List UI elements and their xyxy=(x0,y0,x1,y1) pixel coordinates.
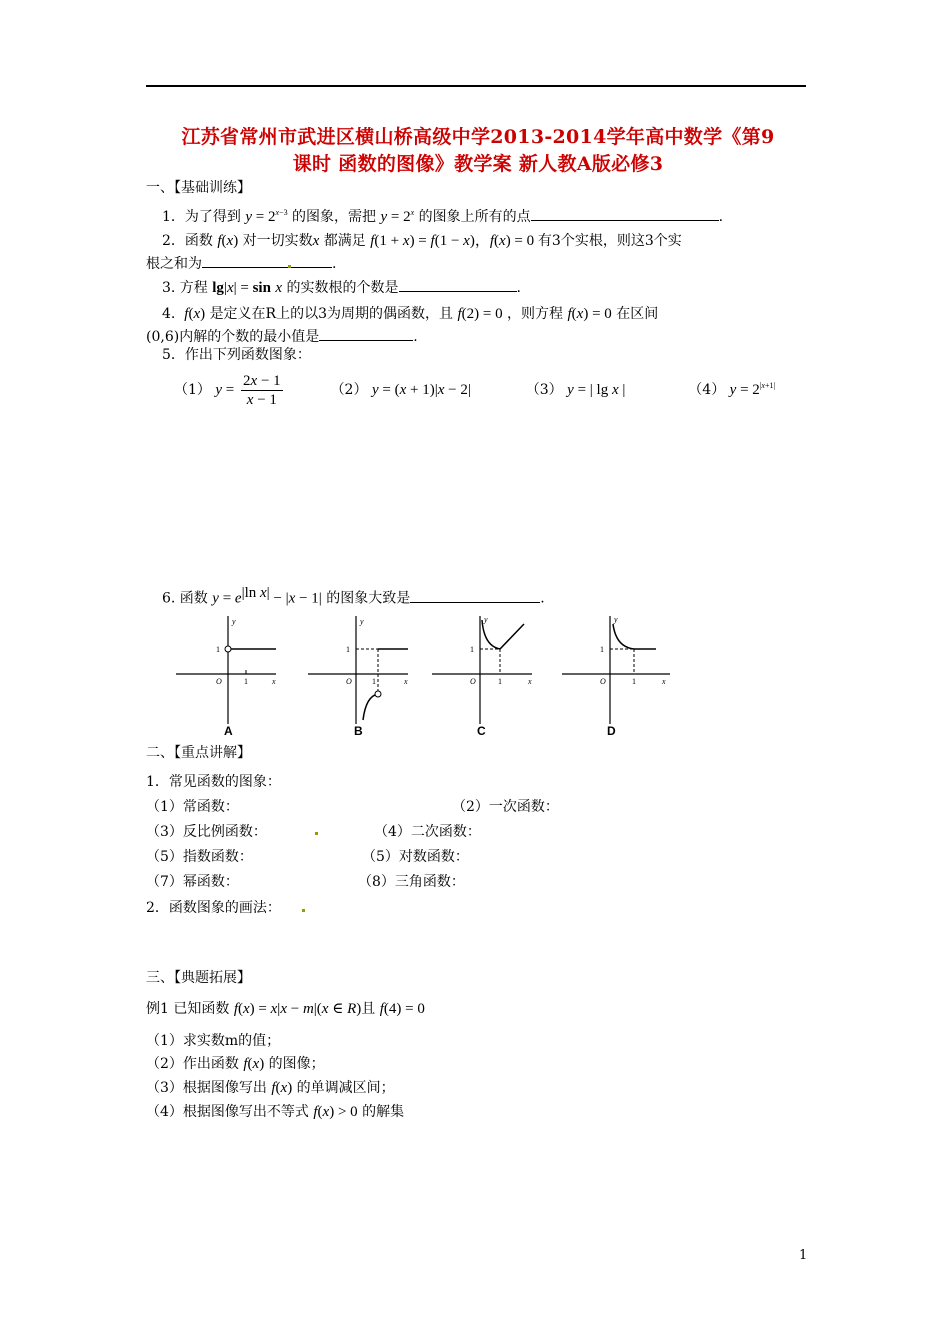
example-item-3: （3）根据图像写出 f(x) 的单调减区间； xyxy=(146,1080,395,1096)
question-1: 1．为了得到 $y = 2^{x-3}$ 的图象，需把 $y = 2^x$ 的图象上所有的点 . xyxy=(162,208,724,225)
header-rule xyxy=(146,85,806,87)
svg-text:1: 1 xyxy=(498,677,502,686)
document-title xyxy=(146,124,810,178)
svg-text:y: y xyxy=(232,617,236,626)
svg-text:x: x xyxy=(404,677,408,686)
key-point-2: 2．函数图象的画法： xyxy=(146,900,281,916)
question-2-cont: 根之和为 . xyxy=(146,253,336,274)
q2-answer-blank[interactable] xyxy=(202,253,332,268)
svg-text:1: 1 xyxy=(372,677,376,686)
svg-text:y: y xyxy=(614,615,618,624)
svg-text:1: 1 xyxy=(216,645,220,654)
kind-linear: （2）一次函数： xyxy=(452,799,559,815)
svg-text:x: x xyxy=(272,677,276,686)
graph-b[interactable] xyxy=(308,612,418,724)
svg-text:O: O xyxy=(216,677,222,686)
svg-text:1: 1 xyxy=(600,645,604,654)
graph-d[interactable] xyxy=(562,612,672,724)
graph-label-b: B xyxy=(354,724,363,738)
graph-a[interactable] xyxy=(176,612,286,724)
svg-text:x: x xyxy=(528,677,532,686)
q1-text-a: 1．为了得到 xyxy=(162,209,241,225)
q1-text-b: 的图象，需把 xyxy=(292,209,377,225)
kind-exponential: （5）指数函数： xyxy=(146,849,253,865)
kind-inverse: （3）反比例函数： xyxy=(146,824,267,840)
example-item-4: （4）根据图像写出不等式 f(x) > 0 的解集 xyxy=(146,1104,405,1120)
stray-mark xyxy=(315,832,318,835)
example-1: 例1 已知函数 f(x) = x|x − m|(x ∈ R)且 f(4) = 0 xyxy=(146,1001,425,1017)
q5-function-list: （1） y = $\frac{2x - 1}{x - 1}$ （2） y = (x + 1)|x − 2| （3） y = | lg x | （4） $y = 2^{|x+1|}$ xyxy=(174,372,776,408)
q1-formula-target: y xyxy=(245,209,253,225)
kind-quadratic: （4）二次函数： xyxy=(374,824,481,840)
curve-right xyxy=(500,624,524,649)
q4-answer-blank[interactable] xyxy=(319,326,413,341)
svg-text:1: 1 xyxy=(346,645,350,654)
q1-answer-blank[interactable] xyxy=(531,206,719,221)
title-line-1: 江苏省常州市武进区横山桥高级中学2013-2014学年高中数学《第9 xyxy=(181,126,775,148)
graph-label-d: D xyxy=(607,724,616,738)
page-number: 1 xyxy=(799,1248,808,1263)
q1-text-c: 的图象上所有的点 xyxy=(418,209,531,225)
question-3: 3. 方程 lg|x| = sin x 的实数根的个数是 . xyxy=(162,277,521,298)
q5-fraction: $\frac{2x - 1}{x - 1}$ xyxy=(243,372,281,408)
svg-text:1: 1 xyxy=(632,677,636,686)
svg-text:x: x xyxy=(662,677,666,686)
curve-left xyxy=(613,624,634,649)
kind-trigonometric: （8）三角函数： xyxy=(358,874,465,890)
question-2: 2．函数 f(x) 对一切实数x 都满足 f(1 + x) = f(1 − x)，f(x) = 0 有3个实根，则这3个实 xyxy=(162,233,682,249)
kind-logarithmic: （5）对数函数： xyxy=(362,849,469,865)
q3-answer-blank[interactable] xyxy=(399,277,517,292)
q6-answer-blank[interactable] xyxy=(410,588,540,603)
question-5: 5．作出下列函数图象： xyxy=(162,347,311,363)
section-basic-training: 一、【基础训练】 xyxy=(146,180,251,196)
graph-label-c: C xyxy=(477,724,486,738)
key-point-1: 1．常见函数的图象： xyxy=(146,774,281,790)
svg-text:y: y xyxy=(484,615,488,624)
stray-mark xyxy=(288,265,291,268)
section-extension: 三、【典题拓展】 xyxy=(146,970,251,986)
svg-text:1: 1 xyxy=(244,677,248,686)
question-4: 4. f(x) 是定义在R上的以3为周期的偶函数，且 f(2) = 0 ，则方程 f(x) = 0 在区间 xyxy=(162,306,659,322)
question-6: 6. 函数 $y = e^{|ln x|} - |x - 1|$ 的图象大致是 . xyxy=(162,585,545,607)
title-line-2: 课时 函数的图像》教学案 新人教A版必修3 xyxy=(292,153,664,175)
open-point xyxy=(375,691,381,697)
svg-text:y: y xyxy=(360,617,364,626)
graph-label-a: A xyxy=(224,724,233,738)
example-item-1: （1）求实数m的值； xyxy=(146,1033,281,1049)
stray-mark xyxy=(302,909,305,912)
example-item-2: （2）作出函数 f(x) 的图像； xyxy=(146,1056,325,1072)
curve-left xyxy=(482,620,500,649)
section-key-points: 二、【重点讲解】 xyxy=(146,745,251,761)
svg-text:1: 1 xyxy=(470,645,474,654)
kind-power: （7）幂函数： xyxy=(146,874,239,890)
svg-text:O: O xyxy=(470,677,476,686)
kind-constant: （1）常函数： xyxy=(146,799,239,815)
curve-left xyxy=(363,694,378,720)
svg-text:O: O xyxy=(600,677,606,686)
open-point xyxy=(225,646,231,652)
question-4-cont: (0,6)内解的个数的最小值是 . xyxy=(146,326,418,347)
svg-text:O: O xyxy=(346,677,352,686)
graph-c[interactable] xyxy=(432,612,542,724)
